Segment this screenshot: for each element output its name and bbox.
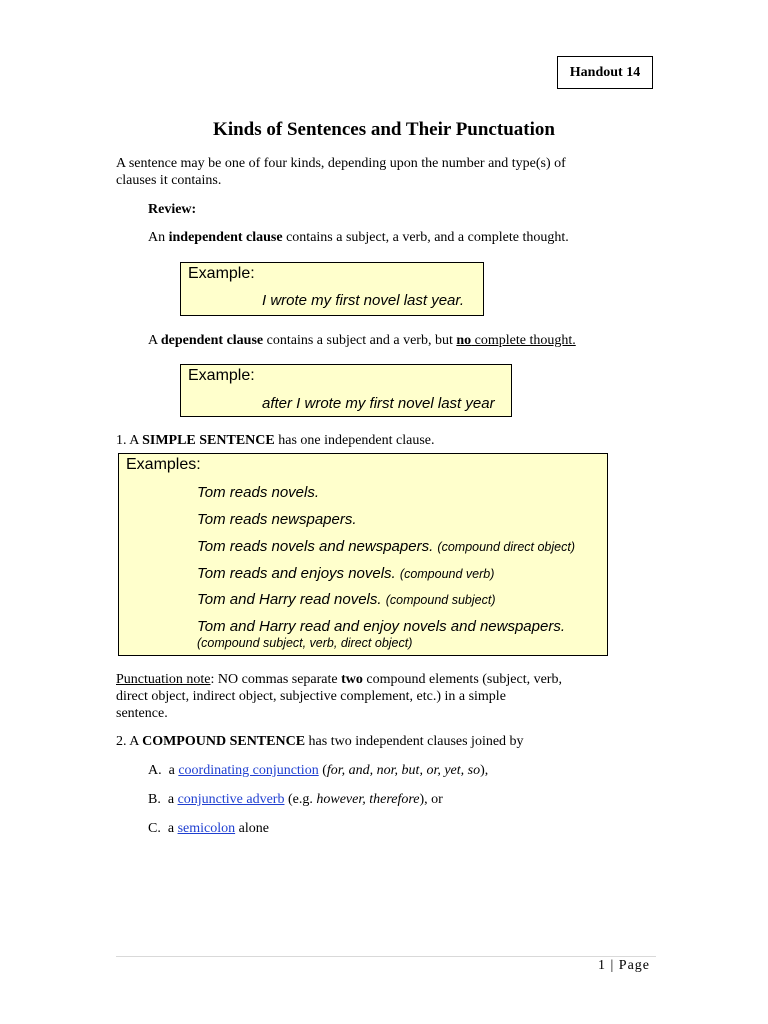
independent-term: independent clause (168, 230, 283, 245)
examples-heading: Examples: (126, 456, 201, 473)
simple-prefix: 1. A (116, 433, 143, 448)
independent-clause-definition (148, 230, 569, 246)
example-line: Tom and Harry read novels. (compound subject) (197, 591, 496, 608)
conjunctive-adverb-link[interactable]: conjunctive adverb (177, 792, 285, 807)
compound-item-a: A. a coordinating conjunction (for, and, nor, but, or, yet, so), (148, 763, 489, 778)
handout-label (557, 56, 653, 89)
dependent-tail: complete thought. (471, 333, 576, 348)
punctuation-note-label: Punctuation note (116, 672, 211, 687)
example-heading: Example: (188, 265, 255, 282)
handout-label-text: Handout 14 (569, 64, 641, 80)
dependent-clause-definition (148, 333, 576, 349)
example-line: Tom reads newspapers. (197, 511, 357, 528)
example-box-independent (180, 262, 484, 316)
dependent-prefix: A (148, 333, 161, 348)
compound-item-c: C. a semicolon alone (148, 821, 269, 836)
footer-divider (116, 956, 656, 957)
review-label: Review: (148, 202, 197, 217)
semicolon-link[interactable]: semicolon (177, 821, 236, 836)
example-line: Tom reads and enjoys novels. (compound verb) (197, 565, 495, 582)
coordinating-conjunction-link[interactable]: coordinating conjunction (178, 763, 319, 778)
example-box-dependent (180, 364, 512, 417)
example-sentence: after I wrote my first novel last year (262, 395, 495, 412)
page-label: Page (618, 958, 650, 973)
example-sentence: I wrote my first novel last year. (262, 292, 465, 309)
compound-prefix: 2. A (116, 734, 143, 749)
page-number: 1 (597, 958, 606, 973)
example-note: (compound subject, verb, direct object) (197, 636, 413, 650)
punctuation-note: Punctuation note: NO commas separate two compound elements (subject, verb, direct object, indirect object, subjective complement, etc.) in a simple sentence. (116, 672, 562, 721)
example-line: Tom reads novels and newspapers. (compound direct object) (197, 538, 575, 555)
dependent-no: no (456, 333, 472, 348)
compound-item-b: B. a conjunctive adverb (e.g. however, therefore), or (148, 792, 443, 807)
intro-line-2: clauses it contains. (116, 173, 222, 188)
example-heading: Example: (188, 367, 255, 384)
examples-box-simple (118, 453, 608, 656)
dependent-term: dependent clause (160, 333, 264, 348)
dependent-middle: contains a subject and a verb, but (263, 333, 457, 348)
intro-line-1: A sentence may be one of four kinds, depending upon the number and type(s) of (116, 156, 566, 171)
page-footer: 1 | Page (597, 958, 650, 973)
compound-term: COMPOUND SENTENCE (142, 734, 306, 749)
independent-prefix: An (148, 230, 169, 245)
example-line: Tom and Harry read and enjoy novels and newspapers. (197, 618, 565, 635)
independent-suffix: contains a subject, a verb, and a complete thought. (282, 230, 569, 245)
compound-sentence-heading (116, 734, 524, 750)
simple-term: SIMPLE SENTENCE (142, 433, 275, 448)
page-title: Kinds of Sentences and Their Punctuation (213, 119, 555, 140)
example-line: Tom reads novels. (197, 484, 320, 501)
intro-paragraph (116, 155, 676, 189)
simple-suffix: has one independent clause. (274, 433, 435, 448)
simple-sentence-heading (116, 433, 435, 449)
compound-suffix: has two independent clauses joined by (305, 734, 524, 749)
